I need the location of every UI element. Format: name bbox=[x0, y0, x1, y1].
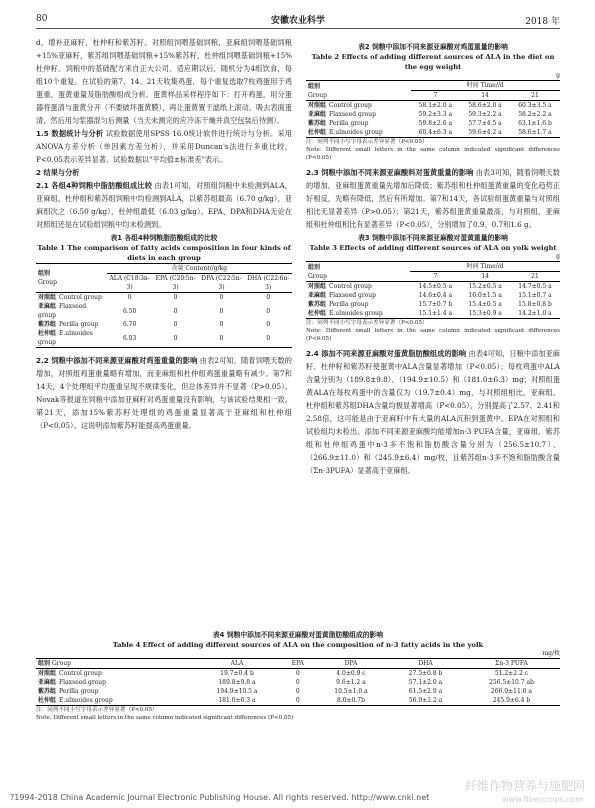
table-2-unit: g bbox=[556, 72, 560, 79]
table-4-cell: 256.5±10.7 ab bbox=[489, 679, 534, 686]
table-4-row-group: 紫苏组 Perilla group bbox=[38, 688, 99, 695]
table-3-cell: 14.7±0.5 a bbox=[518, 283, 552, 290]
table-4-cell: 266.9±11.0 a bbox=[490, 688, 532, 695]
table-4-col-header: DHA bbox=[418, 660, 433, 667]
table-4-cell: 56.9±2.2 a bbox=[408, 697, 443, 704]
table-row bbox=[36, 669, 560, 679]
table-2-caption-en: Table 2 Effects of adding different sources of ALA in the diet on the egg weight bbox=[311, 53, 555, 71]
table-4-caption-cn: 表4 饲粮中添加不同来源亚麻酸对蛋黄脂肪酸组成的影响 bbox=[212, 631, 384, 639]
table-1-cell: 0 bbox=[266, 294, 271, 301]
table-row bbox=[306, 110, 560, 119]
table-4-cell: 189.8±9.8 a bbox=[218, 679, 256, 686]
table-3-row-group: 杜仲组 E.ulmoides group bbox=[308, 310, 383, 317]
table-4-row-group: 亚麻组 Flaxseed group bbox=[38, 679, 107, 686]
watermark-url: www.fibercrops.com bbox=[502, 795, 583, 804]
table-3-caption-cn: 表3 饲粮中添加不同来源亚麻酸对蛋黄重量的影响 bbox=[358, 234, 508, 242]
table-3-row-group: 对照组 Control group bbox=[308, 283, 372, 290]
table-row bbox=[36, 320, 292, 329]
table-4-note-en: Note: Different small letters in the same column indicated significant differences (P<0.05) bbox=[36, 715, 294, 721]
table-1-row-group: 对照组 Control group bbox=[38, 294, 102, 301]
table-1-cell: 0 bbox=[173, 321, 178, 328]
table-1-cell: 6.03 bbox=[122, 334, 137, 342]
section-2-2-text: 由表2可知，随着饲喂天数的增加，对照组鸡蛋重量略有增加，而亚麻组和杜仲组鸡蛋重量略有减少。第7和14天，4个处理组平均蛋重呈现不规律变化，但总体差异并不显著（P>0.05）。Novak等报道在饲粮中添加亚麻籽对鸡蛋重量没有影响，与该试验结果相一致。第21天，添加15%紫苏籽处理组的鸡蛋重量显著高于亚麻组和杜仲组（P<0.05）。这说明添加紫苏籽能提高鸡蛋重量。 bbox=[36, 356, 292, 430]
table-3-col-header: 7 bbox=[433, 273, 438, 280]
stats-paragraph: 试验数据使用SPSS 16.0统计软件进行统计与分析。采用ANOVA方差分析（单因素方差分析），并采用Duncan's法进行多重比较，P<0.05表示差异显著。试验数据以"平均值±标准差"表示。 bbox=[36, 129, 292, 164]
table-4 bbox=[36, 630, 560, 722]
table-4-caption-en: Table 4 Effect of adding different sources of ALA on the composition of n-3 fatty acids in the yolk bbox=[112, 641, 484, 649]
section-2-heading: 2 结果与分析 bbox=[36, 168, 80, 177]
section-2-3-text: 由表3可知，随着饲喂天数的增加，亚麻组蛋黄重量先增加后降低；紫苏组和杜仲组蛋黄重量的变化趋势正好相反，先略有降低，然后有所增加。第7和14天，各试验组蛋黄重量与对照组相比无显著差异（P>0.05）；第21天，紫苏组蛋黄重量最高，与对照组、亚麻组和杜仲组相比有显著差异（P<0.05），分别增加了0.9、0.7和1.6 g。 bbox=[306, 168, 560, 229]
table-row bbox=[306, 101, 560, 111]
table-1-caption-en: Table 1 The comparison of fatty acids composition in four kinds of diets in each group bbox=[37, 244, 291, 262]
table-1-col-header: DHA (C22∶6n-3) bbox=[247, 275, 290, 291]
table-4-row-group: 杜仲组 E.ulmoides group bbox=[38, 697, 113, 704]
table-4-cell: 10.5±1.0 a bbox=[334, 688, 368, 695]
table-1-caption-cn: 表1 各组4种饲粮脂肪酸组成的比较 bbox=[110, 234, 218, 242]
table-4-cell: 245.9±6.4 b bbox=[492, 697, 531, 704]
table-3-cell: 15.8±0.8 b bbox=[518, 301, 552, 308]
table-4-cell: 194.9±10.5 a bbox=[216, 688, 258, 695]
table-1-cell: 0 bbox=[219, 321, 224, 328]
copyright-footer: ?1994-2018 China Academic Journal Electronic Publishing House. All rights reserved. http://www.cnki.net bbox=[10, 793, 430, 802]
table-4-group-header: 组别 Group bbox=[38, 660, 71, 667]
table-2-cell: 60.3±3.5 a bbox=[518, 102, 552, 109]
table-2-col-header: 7 bbox=[433, 92, 438, 99]
table-row bbox=[306, 282, 560, 292]
table-4-note-cn: 注：同列不同小写字母表示差异显著（P<0.05） bbox=[36, 707, 158, 713]
table-4-cell: 19.7±0.4 b bbox=[220, 670, 254, 677]
table-4-cell: 0 bbox=[295, 688, 300, 695]
table-1-row-group: 亚麻组 Flaxseed group bbox=[38, 303, 87, 319]
section-2-1-text: 由表1可知，对照组饲粮中未检测到ALA，亚麻组、杜仲组和紫苏组饲粮中均检测到ALA，以紫苏组最高（6.70 g/kg），亚麻组次之（6.50 g/kg），杜仲组最低（6.03 g/kg）。EPA、DPA和DHA无论在对照组还是在试验组饲粮中均未检测到。 bbox=[36, 181, 292, 229]
table-2-cell: 57.7±4.5 a bbox=[468, 120, 502, 127]
table-2-col-header: 21 bbox=[531, 92, 539, 99]
table-4-cell: 0 bbox=[295, 679, 300, 686]
table-3-cell: 15.3±0.9 a bbox=[468, 310, 502, 317]
table-1-cell: 0 bbox=[219, 307, 224, 315]
table-3-note-cn: 注：同列不同小写字母表示差异显著（P<0.05） bbox=[306, 320, 428, 326]
section-2-1-heading: 2.1 各组4种饲粮中脂肪酸组成比较 bbox=[36, 181, 153, 190]
table-2-cell: 58.1±2.0 a bbox=[418, 102, 453, 109]
table-1-cell: 0 bbox=[266, 334, 271, 342]
table-3-col-header: 21 bbox=[531, 273, 539, 280]
page-number: 80 bbox=[36, 14, 48, 24]
table-1-row-group: 紫苏组 Perilla group bbox=[38, 321, 99, 328]
table-3-group-header: 组别 Group bbox=[308, 263, 327, 280]
journal-name: 安徽农业科学 bbox=[270, 16, 325, 26]
section-2-4-heading: 2.4 添加不同来源亚麻酸对蛋黄脂肪酸组成的影响 bbox=[306, 349, 467, 358]
table-3-cell: 15.2±0.5 a bbox=[468, 283, 502, 290]
watermark: 纤维作物营养与施肥网 bbox=[464, 779, 585, 793]
table-2-cell: 59.6±4.2 a bbox=[468, 129, 502, 136]
table-1-col-header: ALA (C18∶3n-3) bbox=[109, 275, 150, 291]
section-1-5-heading: 1.5 数据统计与分析 bbox=[36, 129, 104, 138]
table-row bbox=[306, 128, 560, 138]
table-2-cell: 59.2±3.3 a bbox=[418, 111, 453, 118]
table-4-cell: 4.0±0.9 c bbox=[336, 670, 366, 677]
table-4-col-header: Σn-3 PUFA bbox=[495, 660, 528, 667]
table-1-cell: 0 bbox=[173, 294, 178, 301]
table-row bbox=[36, 687, 560, 696]
table-1-cell: 6.50 bbox=[122, 307, 137, 315]
table-3-caption-en: Table 3 Effects of adding different sources of ALA on yolk weight bbox=[309, 244, 557, 252]
table-4-col-header: EPA bbox=[291, 660, 304, 667]
table-2-caption-cn: 表2 饲粮中添加不同来源亚麻酸对鸡蛋重量的影响 bbox=[358, 43, 508, 51]
table-1-cell: 0 bbox=[219, 294, 224, 301]
table-3-col-header: 14 bbox=[481, 273, 489, 280]
table-4-cell: 61.5±2.9 a bbox=[408, 688, 443, 695]
table-3-unit: g bbox=[556, 253, 560, 260]
table-3-row-group: 亚麻组 Flaxseed group bbox=[308, 292, 377, 299]
table-1 bbox=[36, 233, 292, 348]
table-3-cell: 16.0±1.5 a bbox=[468, 292, 502, 299]
table-1-cell: 0 bbox=[266, 321, 271, 328]
table-2-cell: 63.1±1.6 b bbox=[518, 120, 552, 127]
year: 2018 年 bbox=[525, 17, 560, 27]
table-3-cell: 15.7±0.7 b bbox=[418, 301, 453, 308]
table-2-note-cn: 注：同列不同小写字母表示差异显著（P<0.05） bbox=[306, 139, 428, 145]
table-2-group-header: 组别 Group bbox=[308, 82, 327, 99]
table-3-row-group: 紫苏组 Perilla group bbox=[308, 301, 369, 308]
table-4-cell: 0 bbox=[295, 670, 300, 677]
section-2-4-text: 由表4可知，日粮中添加亚麻籽、杜仲籽和紫苏籽使蛋黄中ALA含量显著增加（P<0.05）；每枚鸡蛋中ALA含量分别为（189.8±9.8）、（194.9±10.5）和（181.0±6.3）mg；对照组蛋黄ALA在每枚鸡蛋中的含量仅为（19.7±0.4）mg，与对照组相比，亚麻组、杜仲组和紫苏组DHA含量均极显著增高（P<0.05），分别提高了2.57、2.41和2.58倍，这可能是由于亚麻籽中有大量的ALA沉积到蛋黄中。EPA在对照组和试验组均未检出。添加不同来源亚麻酸均能增加n-3 PUFA含量，亚麻组、紫苏组和杜仲组鸡蛋中n-3多不饱和脂肪酸含量分别为（256.5±10.7）、（266.9±11.0）和（245.9±6.4）mg/枚，且紫苏组n-3多不饱和脂肪酸含量（Σn-3PUFA）显著高于亚麻组。 bbox=[306, 349, 560, 475]
section-2-2-heading: 2.2 饲粮中添加不同来源亚麻酸对鸡蛋重量的影响 bbox=[36, 356, 198, 365]
table-3-cell: 15.1±1.4 a bbox=[418, 310, 453, 317]
table-2-cell: 58.6±2.0 a bbox=[468, 102, 502, 109]
table-2-row-group: 亚麻组 Flaxseed group bbox=[308, 111, 377, 118]
table-3 bbox=[306, 233, 560, 343]
table-2-note-en: Note: Different small letters in the same column indicated significant differences (P<0.05) bbox=[306, 147, 560, 161]
table-2-cell: 59.8±2.6 a bbox=[418, 120, 453, 127]
table-2-time-header: 时间 Time//d bbox=[411, 81, 560, 91]
cnki-link[interactable]: http://www.cnki.net bbox=[351, 793, 430, 802]
table-1-col-header: EPA (C20∶5n-3) bbox=[155, 275, 196, 291]
methods-paragraph: d，增补亚麻籽、杜仲籽和紫苏籽。对照组饲喂基础饲粮，亚麻组饲喂基础饲粮+15%亚麻籽，紫苏组饲喂基础饲粮+15%紫苏籽，杜仲组饲喂基础饲粮+15%杜仲籽。饲粮中的基础配方来自正大公司。适应期以后，随机分为4组饮食，每组10个重复。在试验的第7、14、21天收集鸡蛋，每个重复选取7枚鸡蛋用于鸡蛋重、蛋黄重量及脂肪酸组成分析。蛋黄样品采样程序如下：打开鸡蛋，用分蛋器将蛋清与蛋黄分开（不要破坏蛋黄膜），再让蛋黄置于滤纸上滚动，吸去表面蛋清，然后用匀浆器混匀后测量（当天未测完的应冷冻干燥并真空包装后待测）。 bbox=[36, 38, 292, 125]
table-4-cell: 0 bbox=[295, 697, 300, 704]
table-row bbox=[306, 300, 560, 309]
table-row bbox=[306, 291, 560, 300]
table-2-col-header: 14 bbox=[481, 92, 489, 99]
left-column bbox=[36, 36, 292, 432]
table-1-group-header: 组别 Group bbox=[38, 270, 57, 286]
table-2-cell: 58.2±2.2 a bbox=[518, 111, 552, 118]
table-3-cell: 15.1±0.7 a bbox=[518, 292, 552, 299]
table-row bbox=[36, 302, 292, 320]
table-1-cell: 0 bbox=[173, 334, 178, 342]
table-3-time-header: 时间 Time//d bbox=[410, 262, 560, 272]
table-2-cell: 60.4±6.3 a bbox=[418, 129, 453, 136]
table-1-content-header: 含量 Content//g/kg bbox=[107, 264, 292, 274]
table-1-cell: 0 bbox=[173, 307, 178, 315]
table-4-cell: 9.6±1.2 a bbox=[336, 679, 366, 686]
table-row bbox=[36, 696, 560, 706]
right-column bbox=[306, 40, 560, 477]
table-2-row-group: 杜仲组 E.ulmoides group bbox=[308, 129, 383, 136]
table-4-cell: 181.0±6.3 a bbox=[218, 697, 256, 704]
table-2-cell: 59.3±2.2 a bbox=[468, 111, 502, 118]
table-1-cell: 0 bbox=[266, 307, 271, 315]
table-3-cell: 15.4±0.5 a bbox=[468, 301, 502, 308]
table-4-row-group: 对照组 Control group bbox=[38, 670, 102, 677]
section-2-3-heading: 2.3 饲粮中添加不同来源亚麻酸料对蛋黄重量的影响 bbox=[306, 168, 474, 177]
table-1-cell: 0 bbox=[127, 294, 132, 301]
table-4-cell: 8.0±0.7b bbox=[337, 697, 365, 704]
table-row bbox=[306, 119, 560, 128]
table-row bbox=[36, 293, 292, 303]
table-4-col-header: DPA bbox=[344, 660, 358, 667]
table-4-cell: 51.2±2.2 c bbox=[494, 670, 529, 677]
table-row bbox=[306, 309, 560, 319]
table-4-col-header: ALA bbox=[230, 660, 244, 667]
table-2-row-group: 对照组 Control group bbox=[308, 102, 372, 109]
table-4-cell: 27.5±0.8 b bbox=[408, 670, 443, 677]
table-3-note-en: Note: Different small letters in the same column indicated significant differences (P<0.05) bbox=[306, 328, 560, 342]
table-3-cell: 14.6±0.4 a bbox=[418, 292, 453, 299]
table-2-cell: 58.6±1.7 a bbox=[518, 129, 552, 136]
table-4-unit: mg/枚 bbox=[542, 650, 560, 657]
table-row bbox=[36, 678, 560, 687]
table-2 bbox=[306, 42, 560, 162]
table-3-cell: 14.2±1.0 a bbox=[518, 310, 552, 317]
table-1-cell: 0 bbox=[219, 334, 224, 342]
page-header bbox=[36, 12, 560, 29]
table-1-row-group: 杜仲组 E.ulmoides group bbox=[38, 330, 93, 346]
table-3-cell: 14.5±0.5 a bbox=[418, 283, 453, 290]
table-1-cell: 6.70 bbox=[122, 321, 137, 328]
table-2-row-group: 紫苏组 Perilla group bbox=[308, 120, 369, 127]
table-1-col-header: DPA (C22∶5n-3) bbox=[201, 275, 242, 291]
table-4-cell: 57.1±2.0 a bbox=[408, 679, 443, 686]
table-row bbox=[36, 329, 292, 348]
